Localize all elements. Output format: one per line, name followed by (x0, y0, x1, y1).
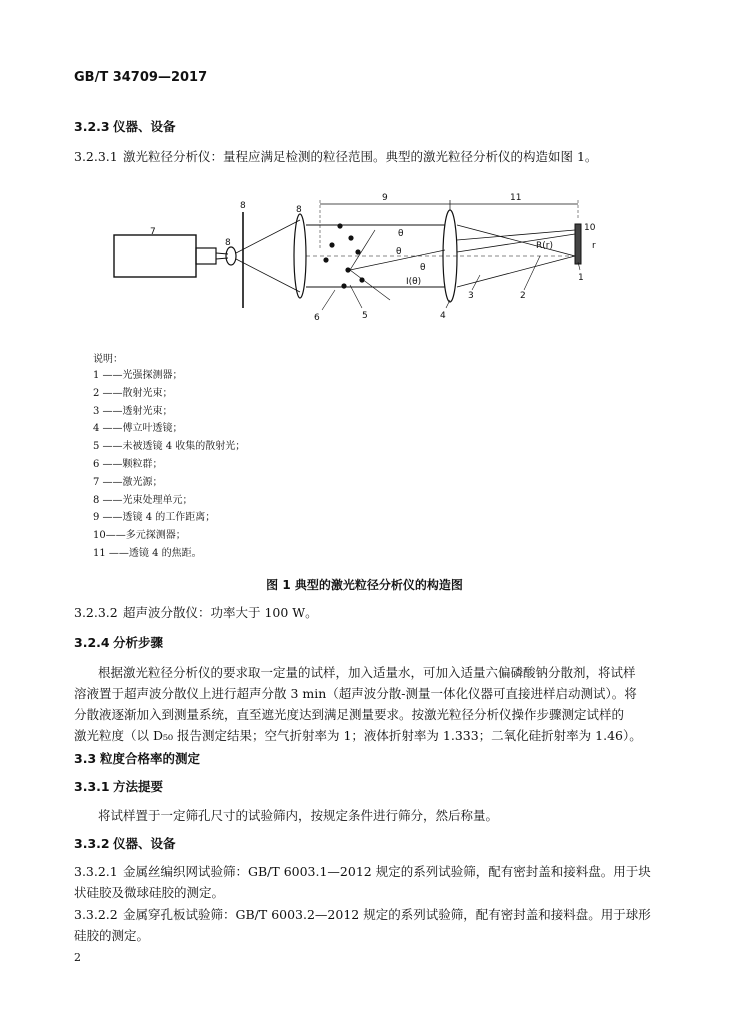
label-r: r (592, 241, 596, 251)
label-4: 4 (440, 311, 446, 321)
section-3-2-3-title: 仪器、设备 (113, 119, 176, 134)
section-3-3-2-1-line1: 金属丝编织网试验筛：GB/T 6003.1—2012 规定的系列试验筛，配有密封盖和接料盘。用于块 (123, 864, 651, 879)
section-3-2-3-1-text: 激光粒径分析仪：量程应满足检测的粒径范围。典型的激光粒径分析仪的构造如图 1。 (123, 149, 598, 164)
section-3-3-2-2-line1: 金属穿孔板试验筛：GB/T 6003.2—2012 规定的系列试验筛，配有密封盖和接料盘。用于球形 (123, 907, 651, 922)
section-3-3-1-body: 将试样置于一定筛孔尺寸的试验筛内，按规定条件进行筛分，然后称量。 (98, 808, 499, 823)
label-8b: 8 (240, 201, 246, 211)
label-5: 5 (362, 311, 368, 321)
section-3-2-3-number: 3.2.3 (74, 119, 110, 134)
legend-item: 4 ——傅立叶透镜； (93, 423, 183, 435)
label-r-r: R(r) (536, 241, 553, 251)
section-3-3-2-2-line2: 硅胶的测定。 (74, 928, 150, 943)
section-3-3-2-2-number: 3.3.2.2 (74, 907, 118, 922)
label-6: 6 (314, 313, 320, 323)
legend-item: 11 ——透镜 4 的焦距。 (93, 547, 202, 559)
legend-item: 5 ——未被透镜 4 收集的散射光； (93, 441, 246, 453)
label-9: 9 (382, 193, 388, 203)
label-11: 11 (510, 193, 522, 203)
label-3: 3 (468, 291, 474, 301)
section-3-2-3-1-number: 3.2.3.1 (74, 149, 118, 164)
body-line: 溶液置于超声波分散仪上进行超声分散 3 min（超声波分散-测量一体化仪器可直接进样启动测试）。将 (74, 686, 637, 701)
label-theta-1: θ (398, 229, 404, 239)
section-3-2-4-number: 3.2.4 (74, 635, 110, 650)
label-i-theta: I(θ) (406, 277, 422, 287)
document-code: GB/T 34709—2017 (74, 70, 208, 85)
page-number: 2 (74, 951, 81, 964)
legend-item: 3 ——透射光束； (93, 405, 173, 417)
label-theta-2: θ (396, 247, 402, 257)
label-8c: 8 (296, 205, 302, 215)
label-2: 2 (520, 291, 526, 301)
legend-item: 8 ——光束处理单元； (93, 494, 193, 506)
section-3-3-2-1-line2: 状硅胶及微球硅胶的测定。 (74, 885, 225, 900)
body-line: 分散液逐渐加入到测量系统，直至遮光度达到满足测量要求。按激光粒径分析仪操作步骤测定试样的 (74, 707, 625, 722)
legend-item: 9 ——透镜 4 的工作距离； (93, 512, 216, 524)
multi-element-detector (575, 224, 581, 264)
legend-item: 1 ——光强探测器； (93, 370, 183, 381)
section-3-3-title: 粒度合格率的测定 (100, 751, 201, 766)
section-3-3-2-number: 3.3.2 (74, 836, 110, 851)
figure-caption: 图 1 典型的激光粒径分析仪的构造图 (266, 578, 463, 592)
body-line: 根据激光粒径分析仪的要求取一定量的试样，加入适量水，可加入适量六偏磷酸钠分散剂，将试样 (98, 665, 636, 680)
label-8a: 8 (225, 238, 231, 248)
section-3-2-4-title: 分析步骤 (113, 635, 164, 650)
label-10: 10 (584, 223, 596, 233)
legend-item: 10——多元探测器； (93, 530, 186, 542)
section-3-2-4-body (74, 662, 674, 746)
body-line: 激光粒度（以 D₅₀ 报告测定结果；空气折射率为 1；液体折射率为 1.333；二氧化硅折射率为 1.46）。 (74, 728, 642, 743)
label-7: 7 (150, 227, 156, 237)
legend-item: 2 ——散射光束； (93, 387, 173, 399)
label-theta-3: θ (420, 263, 426, 273)
figure-legend (93, 370, 245, 566)
laser-source (114, 235, 196, 277)
section-3-2-3-2-number: 3.2.3.2 (74, 605, 118, 620)
section-3-2-3-2-text: 超声波分散仪：功率大于 100 W。 (123, 605, 318, 620)
legend-title: 说明： (93, 354, 123, 365)
section-3-3-1-number: 3.3.1 (74, 779, 110, 794)
section-3-3-2-title: 仪器、设备 (113, 836, 176, 851)
section-3-3-2-1-number: 3.3.2.1 (74, 864, 118, 879)
legend-item: 6 ——颗粒群； (93, 458, 163, 470)
beam-processing-lens (226, 247, 236, 265)
section-3-3-1-title: 方法提要 (113, 779, 164, 794)
collimating-lens (294, 214, 306, 298)
label-1: 1 (578, 273, 584, 283)
laser-analyzer-diagram (100, 190, 620, 335)
section-3-3-number: 3.3 (74, 751, 97, 766)
legend-item: 7 ——激光源； (93, 476, 163, 488)
laser-nozzle (196, 248, 216, 264)
